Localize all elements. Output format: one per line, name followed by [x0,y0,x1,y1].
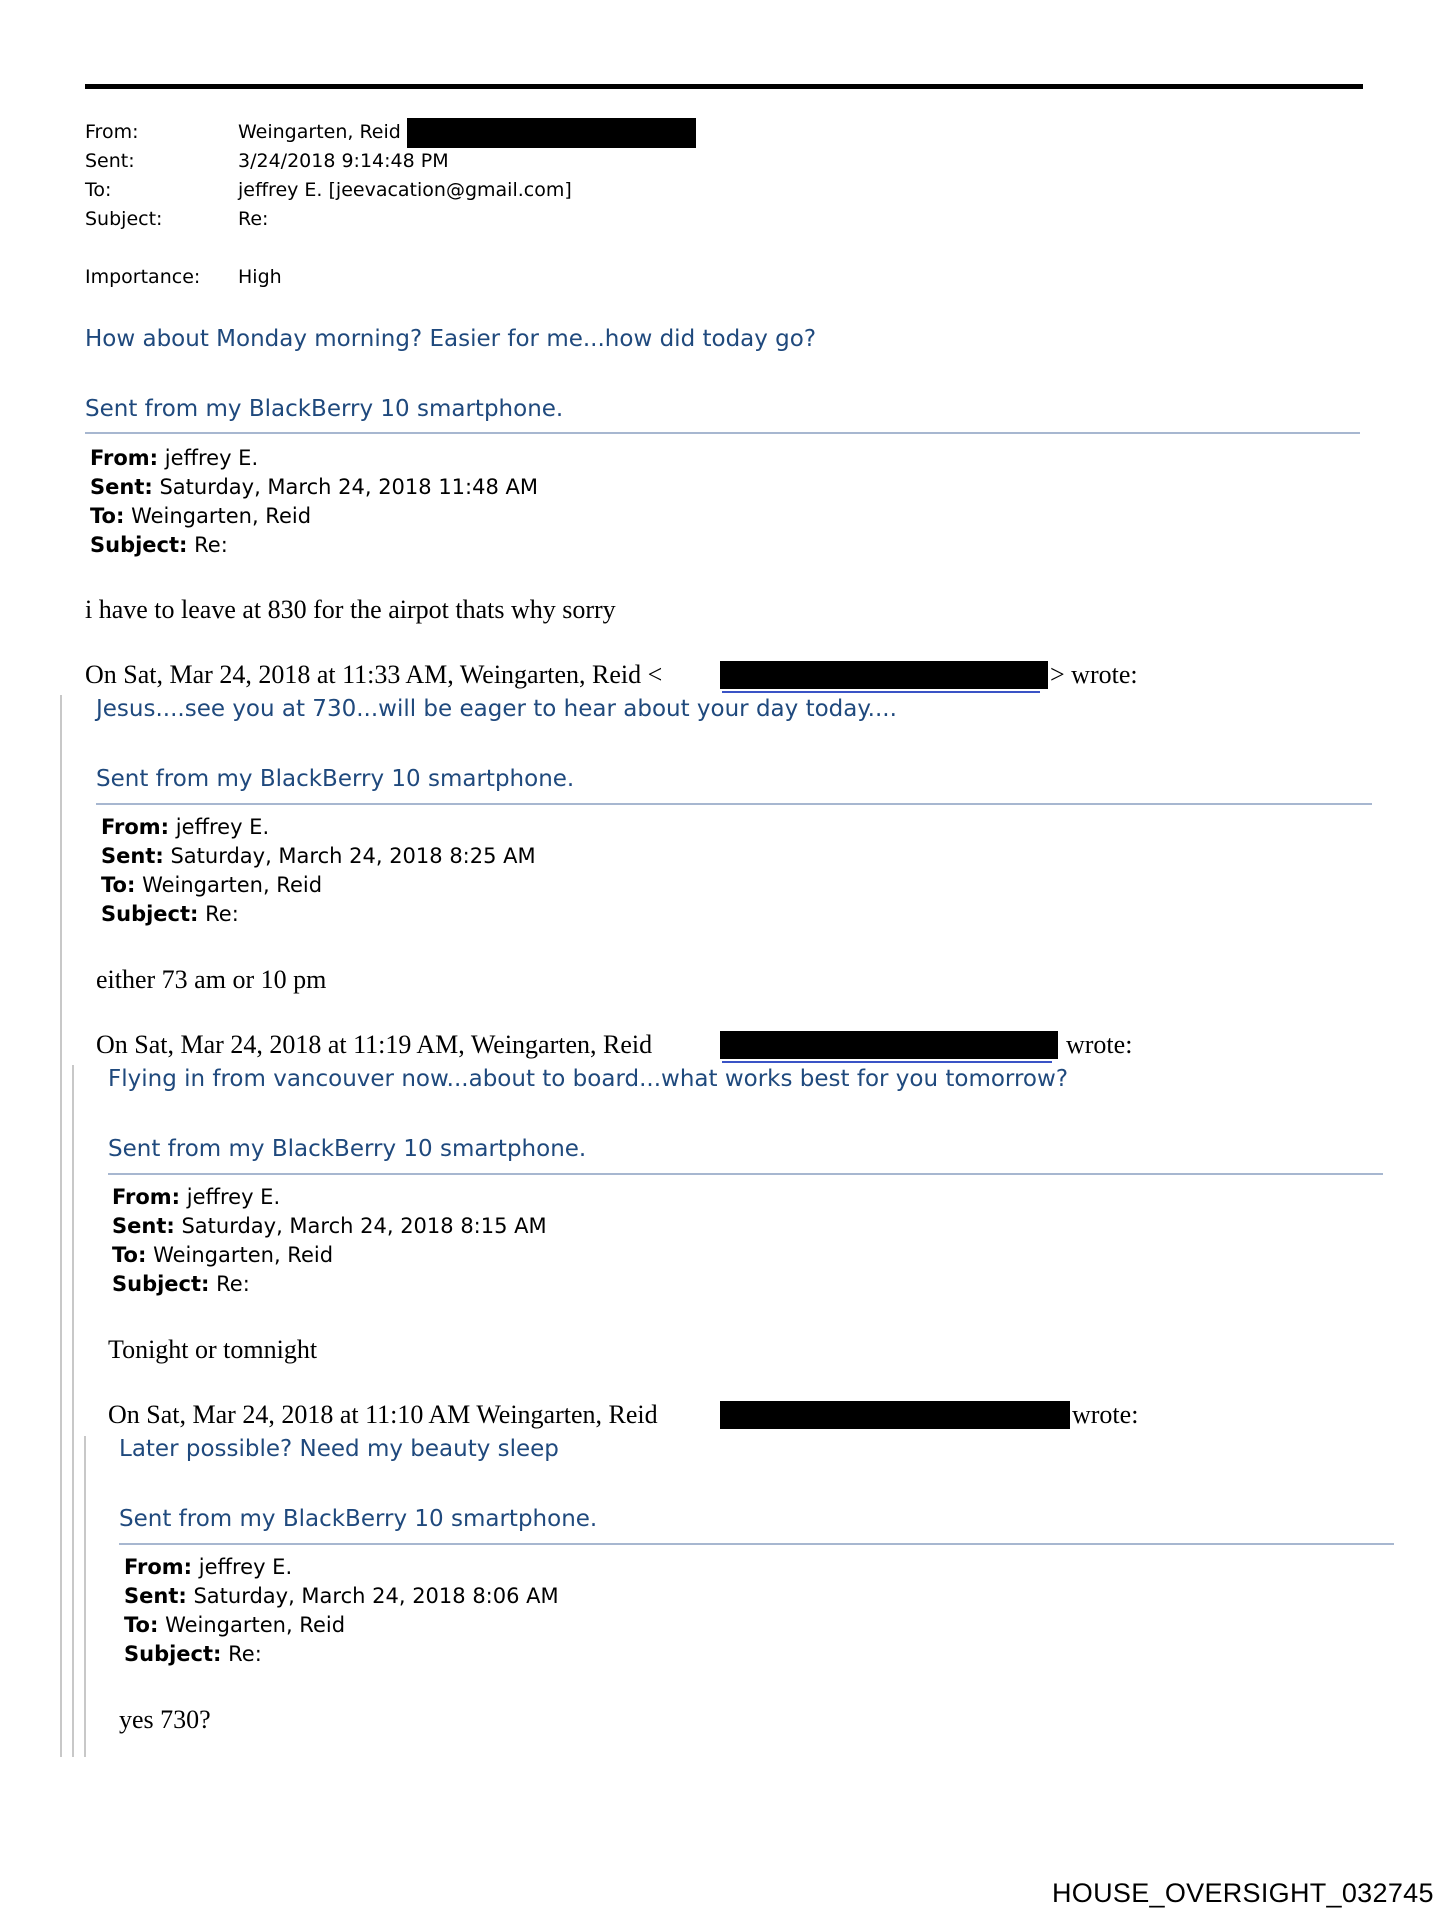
quoted-from: jeffrey E. [186,1185,281,1209]
subject-label: Subject: [112,1272,210,1296]
attribution-end: wrote: [1066,1030,1133,1059]
subject-label: Subject: [124,1642,222,1666]
redaction-block [407,118,696,148]
quoted-subject: Re: [228,1642,262,1666]
separator-rule [108,1173,1383,1175]
quoted-from: jeffrey E. [164,446,259,470]
redacted-link-underline [722,691,1040,693]
to-label: To: [85,179,112,201]
message-signature: Sent from my BlackBerry 10 smartphone. [96,766,575,792]
reply-text: either 73 am or 10 pm [96,965,327,994]
attribution-end: wrote: [1072,1400,1139,1429]
quoted-from: jeffrey E. [198,1555,293,1579]
sent-label: Sent: [85,150,135,172]
to-label: To: [112,1243,147,1267]
to-value: jeffrey E. [jeevacation@gmail.com] [238,179,572,201]
quoted-subject: Re: [205,902,239,926]
message-signature: Sent from my BlackBerry 10 smartphone. [85,396,564,422]
quote-bar [84,1436,86,1757]
attribution-text: On Sat, Mar 24, 2018 at 11:10 AM Weingarten, Reid [108,1400,658,1429]
sent-label: Sent: [90,475,153,499]
bates-number: HOUSE_OVERSIGHT_032745 [1052,1878,1434,1908]
attribution-text: On Sat, Mar 24, 2018 at 11:33 AM, Weingarten, Reid < [85,660,663,689]
reply-text: Tonight or tomnight [108,1335,318,1364]
quote-bar [60,695,62,1757]
from-label: From: [85,121,139,143]
quoted-to: Weingarten, Reid [165,1613,346,1637]
separator-rule [119,1543,1394,1545]
attribution-line [85,660,662,690]
redaction-block [720,1401,1070,1429]
subject-label: Subject: [101,902,199,926]
to-label: To: [90,504,125,528]
from-label: From: [90,446,159,470]
subject-value: Re: [238,208,269,230]
importance-label: Importance: [85,266,201,288]
sent-label: Sent: [112,1214,175,1238]
quote-bar [72,1065,74,1757]
sent-value: 3/24/2018 9:14:48 PM [238,150,449,172]
quoted-sent: Saturday, March 24, 2018 8:25 AM [170,844,536,868]
quoted-to: Weingarten, Reid [142,873,323,897]
from-label: From: [124,1555,193,1579]
to-label: To: [101,873,136,897]
separator-rule [96,803,1372,805]
quoted-sent: Saturday, March 24, 2018 11:48 AM [159,475,538,499]
subject-label: Subject: [90,533,188,557]
message-signature: Sent from my BlackBerry 10 smartphone. [119,1506,598,1532]
message-body: How about Monday morning? Easier for me...how did today go? [85,326,817,352]
quoted-sent: Saturday, March 24, 2018 8:15 AM [181,1214,547,1238]
redacted-link-underline [722,1061,1052,1063]
reply-text: i have to leave at 830 for the airpot thats why sorry [85,595,616,624]
quoted-sent: Saturday, March 24, 2018 8:06 AM [193,1584,559,1608]
redaction-block [720,1031,1058,1059]
from-label: From: [112,1185,181,1209]
sent-label: Sent: [124,1584,187,1608]
reply-text: yes 730? [119,1705,211,1734]
message-signature: Sent from my BlackBerry 10 smartphone. [108,1136,587,1162]
attribution-text: On Sat, Mar 24, 2018 at 11:19 AM, Weingarten, Reid [96,1030,653,1059]
top-rule [85,84,1363,89]
message-body: Flying in from vancouver now...about to board...what works best for you tomorrow? [108,1066,1069,1092]
from-label: From: [101,815,170,839]
from-value: Weingarten, Reid [238,121,401,143]
attribution-end: > wrote: [1050,660,1138,689]
to-label: To: [124,1613,159,1637]
message-body: Later possible? Need my beauty sleep [119,1436,559,1462]
quoted-to: Weingarten, Reid [131,504,312,528]
quoted-to: Weingarten, Reid [153,1243,334,1267]
importance-value: High [238,266,282,288]
quoted-subject: Re: [194,533,228,557]
subject-label: Subject: [85,208,163,230]
separator-rule [85,432,1360,434]
quoted-subject: Re: [216,1272,250,1296]
quoted-from: jeffrey E. [175,815,270,839]
redaction-block [720,661,1048,689]
message-body: Jesus....see you at 730...will be eager to hear about your day today.... [96,696,897,722]
sent-label: Sent: [101,844,164,868]
